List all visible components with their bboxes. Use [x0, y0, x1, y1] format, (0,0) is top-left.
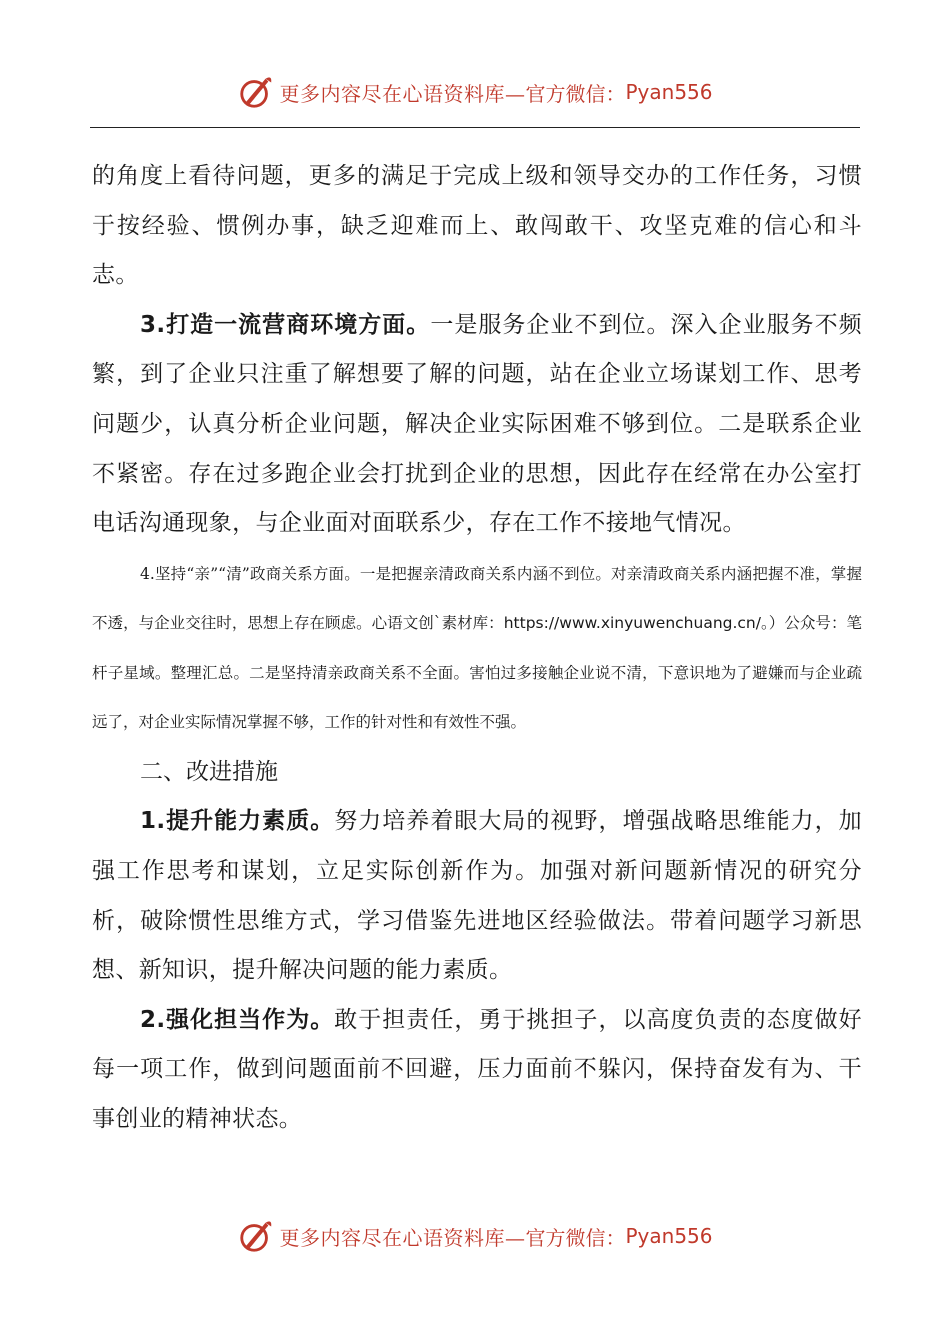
footer-wechat-id: Pyan556	[625, 1224, 713, 1248]
document-body	[92, 152, 862, 1145]
quill-logo-icon	[237, 73, 275, 111]
strengthen-responsibility-text: 敢于担责任，勇于挑担子，以高度负责的态度做好每一项工作，做到问题面前不回避，压力面前不躲闪，保持奋发有为、干事创业的精神状态。	[92, 1006, 862, 1132]
section-title-improvement: 二、改进措施	[140, 758, 278, 785]
paragraph-improve-ability	[92, 797, 862, 995]
header-divider	[90, 127, 860, 128]
paragraph-strengthen-responsibility	[92, 996, 862, 1145]
banner-wechat-id: Pyan556	[625, 80, 713, 104]
improve-ability-text: 努力培养着眼大局的视野，增强战略思维能力，加强工作思考和谋划，立足实际创新作为。加强对新问题新情况的研究分析，破除惯性思维方式，学习借鉴先进地区经验做法。带着问题学习新思想、新知识，提升解决问题的能力素质。	[92, 808, 862, 984]
footer-banner	[0, 1214, 950, 1258]
paragraph-continuation: 的角度上看待问题，更多的满足于完成上级和领导交办的工作任务，习惯于按经验、惯例办事，缺乏迎难而上、敢闯敢干、攻坚克难的信心和斗志。	[92, 163, 862, 289]
footer-wechat-label: 官方微信：	[525, 1225, 626, 1250]
relations-url-part2: www.xinyuwenchuang.cn/	[559, 614, 761, 633]
quill-logo-icon	[237, 1217, 275, 1255]
banner-tagline: 更多内容尽在心语资料库—	[279, 81, 526, 106]
banner-wechat-label: 官方微信：	[525, 81, 626, 106]
relations-text-part2: 。）公众号：笔杆子星域。整理汇总。二是坚持清亲政商关系不全面。害怕过多接触企业说不清，下意识地为了避嫌而与企业疏远了，对企业实际情况掌握不够，工作的针对性和有效性不强。	[92, 614, 862, 732]
strengthen-responsibility-heading: 2.强化担当作为。	[140, 1006, 335, 1033]
paragraph-business-environment	[92, 301, 862, 549]
relations-text-part1: 4.坚持“亲”“清”政商关系方面。一是把握亲清政商关系内涵不到位。对亲清政商关系内涵把握不准，掌握不透，与企业交往时，思想上存在顾虑。心语文创`素材库：	[92, 564, 862, 633]
business-environment-heading: 3.打造一流营商环境方面。	[140, 311, 431, 338]
footer-tagline: 更多内容尽在心语资料库—	[279, 1225, 526, 1250]
header-banner	[0, 70, 950, 114]
relations-url-part1: https://	[503, 614, 560, 633]
improve-ability-heading: 1.提升能力素质。	[140, 808, 335, 835]
paragraph-government-business-relations	[92, 550, 862, 748]
business-environment-text: 一是服务企业不到位。深入企业服务不频繁，到了企业只注重了解想要了解的问题，站在企业立场谋划工作、思考问题少，认真分析企业问题，解决企业实际困难不够到位。二是联系企业不紧密。存在过多跑企业会打扰到企业的思想，因此存在经常在办公室打电话沟通现象，与企业面对面联系少，存在工作不接地气情况。	[92, 311, 862, 537]
